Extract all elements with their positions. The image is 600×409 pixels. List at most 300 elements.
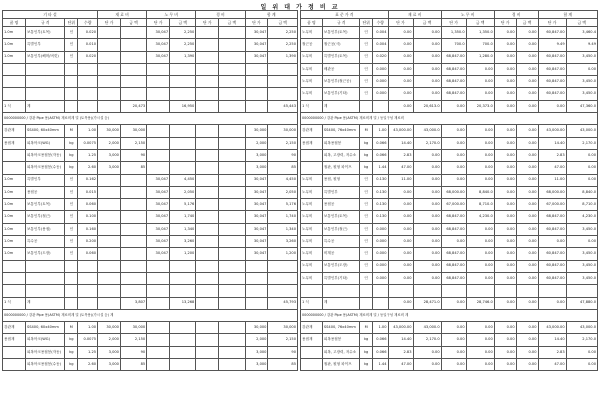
value-cell <box>120 186 146 198</box>
value-cell: 0.00 <box>494 162 516 174</box>
value-cell: 2,000 <box>245 137 268 149</box>
value-cell: 20,473 <box>120 100 146 112</box>
section-title: 0000000000 / 강관 Pipe 용(ASTM) 재료비계 밀 / 동일구성 재료비 <box>301 113 598 125</box>
value-cell <box>219 162 245 174</box>
item-spec-cell: 보통인부(토목) <box>25 199 64 211</box>
item-name-cell <box>3 76 26 88</box>
item-spec-cell: 철판, 원형 파이프 <box>322 162 360 174</box>
value-cell <box>98 76 121 88</box>
value-cell: 68,847.00 <box>441 248 466 260</box>
value-cell: 0.00 <box>441 174 466 186</box>
table-row <box>3 100 298 112</box>
value-cell: 0.000 <box>372 223 388 235</box>
value-cell <box>147 346 170 358</box>
value-cell: 0.066 <box>372 346 388 358</box>
value-cell: 0.00 <box>466 125 494 137</box>
value-cell: 0.00 <box>413 236 441 248</box>
value-cell: kg <box>65 149 78 161</box>
value-cell <box>245 272 268 284</box>
value-cell: 인 <box>65 27 78 39</box>
value-cell: 30,047 <box>245 51 268 63</box>
value-cell <box>147 322 170 334</box>
value-cell: 3,000 <box>245 346 268 358</box>
value-cell: 0.00 <box>413 63 441 75</box>
item-name-cell: 노무비 <box>301 174 323 186</box>
value-cell <box>466 285 494 297</box>
value-cell: 0.004 <box>372 39 388 51</box>
value-cell: 30,047 <box>147 236 170 248</box>
value-cell: 30,047 <box>245 199 268 211</box>
value-cell <box>372 100 388 112</box>
value-cell <box>98 248 121 260</box>
item-spec-cell <box>25 63 64 75</box>
value-cell: 2,000 <box>245 334 268 346</box>
value-cell: 인 <box>360 174 373 186</box>
value-cell <box>566 285 597 297</box>
item-spec-cell: 피복아크용접봉(수동) <box>25 359 64 371</box>
value-cell: 0.00 <box>494 260 516 272</box>
item-name-cell <box>301 149 323 161</box>
value-cell: 0.00 <box>388 260 413 272</box>
value-cell: 5,176 <box>170 199 196 211</box>
value-cell: 인 <box>360 223 373 235</box>
column-header: 금 액 <box>268 19 298 27</box>
item-name-cell: 1.0m <box>3 248 26 260</box>
value-cell: 0.000 <box>372 88 388 100</box>
value-cell: 0.00 <box>441 359 466 371</box>
value-cell: 30,000 <box>268 125 298 137</box>
item-name-cell: 1.0m <box>3 211 26 223</box>
value-cell: 8,840.0 <box>466 186 494 198</box>
value-cell <box>170 260 196 272</box>
value-cell: 60,847.00 <box>538 223 566 235</box>
item-name-cell: 노무비 <box>301 199 323 211</box>
value-cell: 16,950 <box>170 100 196 112</box>
value-cell: kg <box>360 334 373 346</box>
value-cell: 인 <box>65 199 78 211</box>
value-cell: 700.0 <box>466 39 494 51</box>
value-cell: 0.200 <box>78 236 98 248</box>
value-cell: 3,000 <box>245 149 268 161</box>
value-cell: 0.00 <box>441 346 466 358</box>
value-cell <box>219 27 245 39</box>
value-cell: 30,000 <box>98 322 121 334</box>
group-header: 경 비 <box>494 11 538 19</box>
value-cell: 0.00 <box>413 211 441 223</box>
value-cell: 0.00 <box>494 359 516 371</box>
value-cell: 0.130 <box>372 174 388 186</box>
value-cell: 0.00 <box>388 248 413 260</box>
column-header: 금 액 <box>219 19 245 27</box>
value-cell: 인 <box>360 272 373 284</box>
value-cell: 43,000.0 <box>413 125 441 137</box>
value-cell <box>196 174 219 186</box>
value-cell <box>245 260 268 272</box>
value-cell: 0.00 <box>466 149 494 161</box>
item-name-cell: 1.0m <box>3 223 26 235</box>
table-row <box>301 186 598 198</box>
item-spec-cell <box>25 76 64 88</box>
value-cell <box>196 162 219 174</box>
value-cell: 인 <box>65 236 78 248</box>
item-spec-cell: 피복아크(WG) <box>25 137 64 149</box>
value-cell: 30,000 <box>120 322 146 334</box>
item-name-cell: 강관재 <box>301 125 323 137</box>
item-name-cell <box>3 149 26 161</box>
item-name-cell <box>3 162 26 174</box>
value-cell <box>147 125 170 137</box>
value-cell: 0.00 <box>466 359 494 371</box>
value-cell: 0.00 <box>388 76 413 88</box>
value-cell: 0.00 <box>388 39 413 51</box>
item-name-cell: 용접재 <box>301 137 323 149</box>
item-name-cell: 노무비 <box>301 223 323 235</box>
value-cell: 0.00 <box>441 149 466 161</box>
value-cell <box>516 285 538 297</box>
item-spec-cell: 피복아크용접봉(자동) <box>25 346 64 358</box>
value-cell <box>170 322 196 334</box>
value-cell: 43,000.0 <box>566 322 597 334</box>
column-header: 품 명 <box>301 19 323 27</box>
value-cell: kg <box>65 346 78 358</box>
value-cell: 14.40 <box>388 334 413 346</box>
value-cell: 1,340 <box>268 223 298 235</box>
value-cell: 68,847.00 <box>441 211 466 223</box>
item-spec-cell: 보통인부(해머/버킷) <box>25 51 64 63</box>
value-cell <box>196 100 219 112</box>
table-row <box>301 76 598 88</box>
value-cell: 0.00 <box>413 174 441 186</box>
value-cell: 0.060 <box>78 199 98 211</box>
value-cell <box>196 137 219 149</box>
table-row <box>301 162 598 174</box>
value-cell <box>196 211 219 223</box>
value-cell: 0.00 <box>516 76 538 88</box>
value-cell <box>219 211 245 223</box>
value-cell: 8,710.0 <box>466 199 494 211</box>
value-cell: 0.0075 <box>78 334 98 346</box>
value-cell: kg <box>65 162 78 174</box>
value-cell <box>196 223 219 235</box>
value-cell: 3,450.0 <box>566 223 597 235</box>
value-cell <box>413 285 441 297</box>
value-cell <box>219 125 245 137</box>
value-cell <box>120 76 146 88</box>
value-cell: 3,450.0 <box>566 88 597 100</box>
value-cell: 30,047 <box>147 39 170 51</box>
value-cell: 0.00 <box>516 88 538 100</box>
value-cell <box>245 88 268 100</box>
value-cell <box>360 100 373 112</box>
value-cell: 2,170.0 <box>413 137 441 149</box>
value-cell: 0.00 <box>494 272 516 284</box>
value-cell: 30,047 <box>147 51 170 63</box>
value-cell <box>78 285 98 297</box>
item-name-cell: 노무비 <box>301 186 323 198</box>
right-cost-table-panel <box>300 10 598 406</box>
value-cell: 0.066 <box>372 149 388 161</box>
value-cell: 1.00 <box>78 322 98 334</box>
value-cell: 1.00 <box>372 125 388 137</box>
value-cell <box>120 51 146 63</box>
table-row <box>3 248 298 260</box>
value-cell <box>360 297 373 309</box>
value-cell: kg <box>65 359 78 371</box>
value-cell: 0.00 <box>413 248 441 260</box>
value-cell <box>196 334 219 346</box>
value-cell: 0.00 <box>494 186 516 198</box>
value-cell: 90 <box>120 346 146 358</box>
value-cell <box>219 63 245 75</box>
item-name-cell <box>301 359 323 371</box>
value-cell: 60,847.00 <box>538 27 566 39</box>
value-cell: 0.00 <box>413 272 441 284</box>
table-row <box>3 223 298 235</box>
value-cell: 2.60 <box>78 162 98 174</box>
item-spec-cell: 피복아크(WG) <box>25 334 64 346</box>
value-cell: 47,360.0 <box>566 100 597 112</box>
table-row <box>3 346 298 358</box>
item-name-cell: 노무비 <box>301 236 323 248</box>
item-name-cell <box>301 162 323 174</box>
value-cell: 인 <box>65 174 78 186</box>
value-cell: 3,460.4 <box>566 27 597 39</box>
value-cell: 9.49 <box>566 39 597 51</box>
value-cell: 0.00 <box>441 125 466 137</box>
value-cell: 0.00 <box>466 223 494 235</box>
value-cell: 3,807 <box>120 297 146 309</box>
value-cell: 0.00 <box>466 76 494 88</box>
value-cell <box>120 27 146 39</box>
value-cell: 68,847.00 <box>441 272 466 284</box>
item-spec-cell: 보통인부(철근) <box>322 223 360 235</box>
value-cell: 0.00 <box>516 63 538 75</box>
value-cell: 30,000 <box>268 322 298 334</box>
value-cell: 3,000 <box>245 162 268 174</box>
value-cell <box>65 260 78 272</box>
value-cell: 13,268 <box>170 297 196 309</box>
value-cell: 30,000 <box>98 125 121 137</box>
value-cell: 0.00 <box>538 297 566 309</box>
value-cell: 0.00 <box>566 149 597 161</box>
value-cell: 2,050 <box>170 186 196 198</box>
value-cell <box>196 285 219 297</box>
value-cell: 67,000.00 <box>441 199 466 211</box>
value-cell: 30,047 <box>245 211 268 223</box>
value-cell <box>196 346 219 358</box>
value-cell: 0.00 <box>494 236 516 248</box>
value-cell: 0.004 <box>372 27 388 39</box>
value-cell: 0.00 <box>516 248 538 260</box>
value-cell: 14.40 <box>388 137 413 149</box>
value-cell: 0.00 <box>494 211 516 223</box>
value-cell <box>78 297 98 309</box>
table-row <box>301 100 598 112</box>
value-cell: 3,000 <box>245 359 268 371</box>
value-cell <box>65 76 78 88</box>
value-cell <box>219 346 245 358</box>
value-cell: 인 <box>65 211 78 223</box>
value-cell: 60,847.00 <box>538 63 566 75</box>
value-cell: 0.00 <box>413 39 441 51</box>
value-cell: 0.00 <box>516 223 538 235</box>
table-row <box>3 39 298 51</box>
value-cell <box>196 248 219 260</box>
item-spec-cell: 보통인부(토목) <box>322 27 360 39</box>
value-cell <box>65 100 78 112</box>
value-cell: kg <box>360 346 373 358</box>
item-name-cell: 강관재 <box>301 322 323 334</box>
value-cell: 43,000.0 <box>413 322 441 334</box>
item-spec-cell: 보통인부(용접) <box>25 223 64 235</box>
value-cell <box>65 285 78 297</box>
value-cell: 0.00 <box>388 186 413 198</box>
table-row <box>3 51 298 63</box>
item-name-cell: 노무비 <box>301 272 323 284</box>
item-name-cell: 노무비 <box>301 27 323 39</box>
value-cell: 인 <box>360 260 373 272</box>
value-cell <box>98 88 121 100</box>
value-cell <box>219 297 245 309</box>
value-cell: kg <box>360 149 373 161</box>
value-cell: 0.00 <box>538 100 566 112</box>
value-cell <box>65 88 78 100</box>
value-cell <box>120 285 146 297</box>
value-cell: 47.00 <box>538 359 566 371</box>
value-cell <box>219 334 245 346</box>
item-name-cell: 용접재 <box>3 334 26 346</box>
item-name-cell <box>3 63 26 75</box>
value-cell <box>65 272 78 284</box>
value-cell <box>219 76 245 88</box>
value-cell: 68,847.00 <box>441 76 466 88</box>
value-cell <box>98 186 121 198</box>
value-cell: 67,000.00 <box>538 199 566 211</box>
value-cell <box>120 248 146 260</box>
value-cell: 0.00 <box>494 51 516 63</box>
value-cell: 11.00 <box>538 174 566 186</box>
value-cell: 68,000.00 <box>538 186 566 198</box>
value-cell: 30,047 <box>245 27 268 39</box>
value-cell <box>268 88 298 100</box>
value-cell: 0.00 <box>516 272 538 284</box>
item-spec-cell: 보통인부(도장) <box>322 260 360 272</box>
value-cell: 0.00 <box>441 100 466 112</box>
value-cell: 1,740 <box>268 211 298 223</box>
value-cell <box>65 63 78 75</box>
group-header: 기 타 설 <box>3 11 98 19</box>
value-cell <box>219 322 245 334</box>
value-cell <box>170 272 196 284</box>
value-cell: 0.00 <box>413 51 441 63</box>
value-cell: 0.00 <box>441 322 466 334</box>
item-name-cell <box>3 346 26 358</box>
value-cell: 0.00 <box>466 63 494 75</box>
value-cell <box>147 76 170 88</box>
value-cell <box>98 297 121 309</box>
table-row <box>301 272 598 284</box>
item-spec-cell: 특별인부 <box>25 39 64 51</box>
value-cell: 0.00 <box>566 236 597 248</box>
group-header: 노 무 비 <box>147 11 196 19</box>
value-cell <box>219 236 245 248</box>
value-cell: 0.00 <box>494 297 516 309</box>
value-cell: 0.00 <box>494 223 516 235</box>
value-cell: 3,260 <box>170 236 196 248</box>
value-cell <box>147 162 170 174</box>
value-cell: 0.00 <box>388 100 413 112</box>
value-cell <box>147 88 170 100</box>
value-cell: 3,000 <box>98 149 121 161</box>
value-cell: 0.00 <box>494 248 516 260</box>
value-cell: 0.00 <box>494 125 516 137</box>
value-cell <box>245 285 268 297</box>
value-cell: 1,740 <box>170 211 196 223</box>
value-cell: 0.00 <box>413 346 441 358</box>
value-cell: 60,847.00 <box>538 76 566 88</box>
value-cell: 0.00 <box>494 137 516 149</box>
table-row <box>301 346 598 358</box>
value-cell: 700.0 <box>441 39 466 51</box>
item-name-cell: 1.0m <box>3 27 26 39</box>
item-spec-cell <box>25 285 64 297</box>
value-cell <box>245 76 268 88</box>
value-cell: 0.00 <box>516 27 538 39</box>
value-cell: 5,176 <box>268 199 298 211</box>
value-cell: 0.00 <box>413 260 441 272</box>
value-cell: 0.00 <box>466 334 494 346</box>
value-cell: 43,000.00 <box>538 322 566 334</box>
value-cell: 2,170.0 <box>566 137 597 149</box>
value-cell <box>147 285 170 297</box>
value-cell: 0.0075 <box>78 137 98 149</box>
value-cell: 30,047 <box>147 174 170 186</box>
table-row <box>301 51 598 63</box>
value-cell <box>147 297 170 309</box>
value-cell <box>196 297 219 309</box>
right-cost-table <box>300 10 598 371</box>
item-name-cell: 1 식 <box>3 297 26 309</box>
item-spec-cell: 보통인부(토목) <box>25 27 64 39</box>
value-cell: 0.00 <box>516 39 538 51</box>
value-cell <box>196 76 219 88</box>
value-cell: 1,350.0 <box>441 27 466 39</box>
value-cell: 2,250 <box>268 27 298 39</box>
table-row <box>3 211 298 223</box>
value-cell <box>538 285 566 297</box>
value-cell <box>170 137 196 149</box>
item-name-cell <box>3 88 26 100</box>
value-cell: 28,471.0 <box>413 297 441 309</box>
value-cell: 2.83 <box>388 149 413 161</box>
value-cell: kg <box>360 162 373 174</box>
item-spec-cell: 보통인부(철근공) <box>322 76 360 88</box>
value-cell: 0.00 <box>466 260 494 272</box>
section-row <box>301 309 598 321</box>
table-row <box>301 334 598 346</box>
item-spec-cell <box>25 88 64 100</box>
value-cell: 인 <box>360 63 373 75</box>
value-cell: 0.00 <box>466 162 494 174</box>
section-row <box>301 113 598 125</box>
value-cell: 0.00 <box>441 137 466 149</box>
value-cell: 인 <box>360 211 373 223</box>
value-cell <box>120 63 146 75</box>
value-cell: 4,230.0 <box>566 211 597 223</box>
value-cell: 1,280.0 <box>466 51 494 63</box>
item-spec-cell: 계 <box>25 100 64 112</box>
value-cell <box>78 272 98 284</box>
